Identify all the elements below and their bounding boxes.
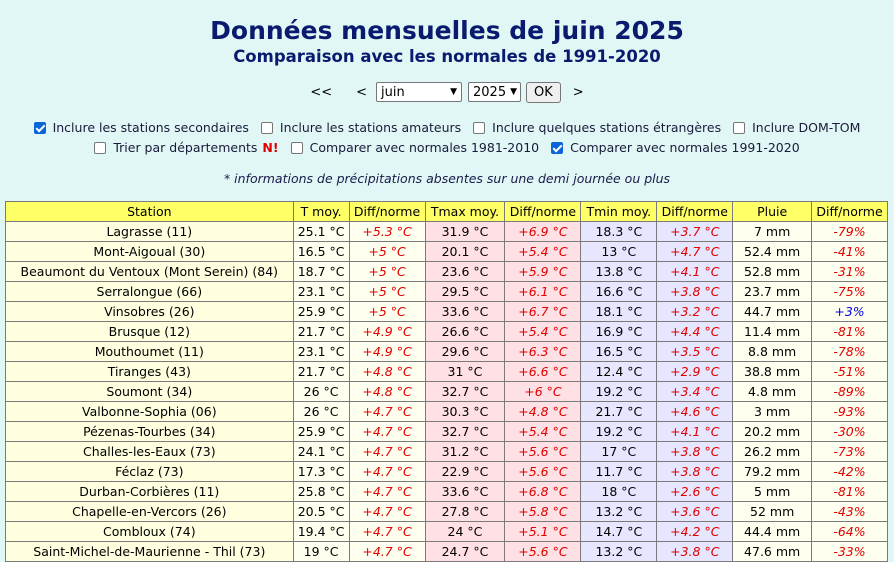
tmin-value: 16.6 °C [581,282,657,302]
checkbox-secondary[interactable] [34,122,46,134]
tmax-diff: +5.8 °C [505,502,581,522]
tmax-diff: +6.9 °C [505,222,581,242]
rain-value: 52.4 mm [733,242,812,262]
tmax-value: 24 °C [425,522,505,542]
tmax-diff: +6 °C [505,382,581,402]
month-select-value: juin [381,84,405,100]
tmoy-value: 23.1 °C [293,282,349,302]
tmoy-value: 26 °C [293,382,349,402]
tmoy-diff: +5 °C [349,302,425,322]
option-domtom[interactable] [733,120,860,135]
option-normals-1991[interactable] [551,140,800,155]
table-row [6,482,888,502]
rain-value: 11.4 mm [733,322,812,342]
tmax-value: 29.5 °C [425,282,505,302]
tmin-diff: +3.6 °C [657,502,733,522]
tmax-value: 26.6 °C [425,322,505,342]
tmax-diff: +5.9 °C [505,262,581,282]
table-row [6,342,888,362]
tmoy-value: 26 °C [293,402,349,422]
rain-value: 47.6 mm [733,542,812,562]
tmax-diff: +5.6 °C [505,462,581,482]
tmoy-diff: +4.7 °C [349,522,425,542]
station-name: Beaumont du Ventoux (Mont Serein) (84) [6,262,294,282]
tmoy-value: 19.4 °C [293,522,349,542]
tmax-diff: +5.4 °C [505,322,581,342]
column-header: Diff/norme [349,202,425,222]
option-secondary[interactable] [34,120,249,135]
column-header: Diff/norme [657,202,733,222]
table-header-row [6,202,888,222]
tmin-value: 12.4 °C [581,362,657,382]
rain-value: 5 mm [733,482,812,502]
column-header: T moy. [293,202,349,222]
tmax-value: 22.9 °C [425,462,505,482]
tmoy-value: 18.7 °C [293,262,349,282]
rain-diff: -93% [812,402,888,422]
tmin-value: 11.7 °C [581,462,657,482]
tmin-value: 13 °C [581,242,657,262]
tmax-value: 31.2 °C [425,442,505,462]
prev-year-link[interactable]: << [310,84,333,100]
option-sort-dept-label: Trier par départements [113,140,258,155]
checkbox-foreign[interactable] [473,122,485,134]
tmax-value: 32.7 °C [425,382,505,402]
table-row [6,322,888,342]
rain-value: 26.2 mm [733,442,812,462]
month-navigation [0,81,894,103]
rain-value: 38.8 mm [733,362,812,382]
station-name: Féclaz (73) [6,462,294,482]
tmoy-diff: +5 °C [349,242,425,262]
column-header: Tmax moy. [425,202,505,222]
table-row [6,522,888,542]
table-row [6,282,888,302]
checkbox-amateur[interactable] [261,122,273,134]
checkbox-domtom[interactable] [733,122,745,134]
tmin-value: 18.3 °C [581,222,657,242]
tmax-diff: +5.1 °C [505,522,581,542]
tmoy-value: 25.9 °C [293,422,349,442]
tmin-diff: +2.9 °C [657,362,733,382]
tmoy-value: 21.7 °C [293,362,349,382]
tmin-diff: +3.2 °C [657,302,733,322]
tmin-diff: +3.4 °C [657,382,733,402]
tmin-diff: +4.1 °C [657,422,733,442]
tmax-diff: +6.1 °C [505,282,581,302]
tmin-diff: +3.5 °C [657,342,733,362]
checkbox-sort-dept[interactable] [94,142,106,154]
tmin-value: 13.8 °C [581,262,657,282]
table-row [6,502,888,522]
tmin-diff: +3.8 °C [657,542,733,562]
rain-diff: +3% [812,302,888,322]
rain-value: 20.2 mm [733,422,812,442]
tmoy-diff: +4.7 °C [349,462,425,482]
tmin-diff: +4.7 °C [657,242,733,262]
tmin-value: 19.2 °C [581,382,657,402]
station-name: Tiranges (43) [6,362,294,382]
rain-diff: -64% [812,522,888,542]
tmoy-value: 25.8 °C [293,482,349,502]
rain-diff: -33% [812,542,888,562]
station-name: Saint-Michel-de-Maurienne - Thil (73) [6,542,294,562]
rain-diff: -42% [812,462,888,482]
options-row-2 [0,140,894,155]
page-subtitle: Comparaison avec les normales de 1991-2020 [233,47,661,66]
table-row [6,442,888,462]
rain-diff: -79% [812,222,888,242]
rain-diff: -81% [812,322,888,342]
tmoy-diff: +4.8 °C [349,382,425,402]
tmin-value: 18.1 °C [581,302,657,322]
tmoy-diff: +4.9 °C [349,342,425,362]
tmax-diff: +6.7 °C [505,302,581,322]
rain-value: 52 mm [733,502,812,522]
tmax-value: 30.3 °C [425,402,505,422]
column-header: Tmin moy. [581,202,657,222]
station-name: Mont-Aigoual (30) [6,242,294,262]
station-name: Durban-Corbières (11) [6,482,294,502]
tmoy-diff: +4.7 °C [349,502,425,522]
option-domtom-label: Inclure DOM-TOM [752,120,861,135]
tmin-diff: +4.1 °C [657,262,733,282]
tmoy-diff: +4.7 °C [349,442,425,462]
checkbox-normals-1991[interactable] [551,142,563,154]
station-name: Soumont (34) [6,382,294,402]
option-normals-1991-label: Comparer avec normales 1991-2020 [570,140,800,155]
tmin-diff: +3.8 °C [657,462,733,482]
column-header: Pluie [733,202,812,222]
tmoy-value: 25.9 °C [293,302,349,322]
tmax-value: 20.1 °C [425,242,505,262]
tmoy-value: 16.5 °C [293,242,349,262]
prev-month-link[interactable]: < [356,84,368,100]
tmoy-diff: +4.7 °C [349,422,425,442]
year-select-value: 2025 [473,84,507,100]
tmin-value: 13.2 °C [581,542,657,562]
tmax-value: 31 °C [425,362,505,382]
precipitation-note: * informations de précipitations absentes sur une demi journée ou plus [223,171,671,186]
table-row [6,382,888,402]
table-row [6,422,888,442]
tmax-diff: +6.3 °C [505,342,581,362]
table-row [6,242,888,262]
tmax-diff: +6.8 °C [505,482,581,502]
column-header: Station [6,202,294,222]
table-row [6,402,888,422]
tmax-diff: +5.4 °C [505,422,581,442]
tmax-value: 31.9 °C [425,222,505,242]
rain-diff: -43% [812,502,888,522]
year-select[interactable] [468,82,521,102]
station-name: Brusque (12) [6,322,294,342]
option-normals-1981-label: Comparer avec normales 1981-2010 [309,140,540,155]
tmax-diff: +5.6 °C [505,542,581,562]
tmin-value: 21.7 °C [581,402,657,422]
rain-diff: -89% [812,382,888,402]
tmoy-value: 24.1 °C [293,442,349,462]
tmin-value: 18 °C [581,482,657,502]
tmin-diff: +4.6 °C [657,402,733,422]
chevron-down-icon: ▼ [450,87,458,97]
rain-value: 44.4 mm [733,522,812,542]
ok-button[interactable]: OK [526,82,561,103]
tmin-value: 17 °C [581,442,657,462]
table-row [6,362,888,382]
new-badge: N! [262,140,279,155]
tmoy-value: 25.1 °C [293,222,349,242]
table-row [6,222,888,242]
tmoy-value: 17.3 °C [293,462,349,482]
tmax-value: 24.7 °C [425,542,505,562]
tmax-value: 29.6 °C [425,342,505,362]
rain-diff: -30% [812,422,888,442]
rain-value: 52.8 mm [733,262,812,282]
tmax-value: 32.7 °C [425,422,505,442]
table-row [6,542,888,562]
option-amateur-label: Inclure les stations amateurs [279,120,462,135]
rain-value: 7 mm [733,222,812,242]
tmax-diff: +6.6 °C [505,362,581,382]
rain-diff: -51% [812,362,888,382]
rain-diff: -75% [812,282,888,302]
table-row [6,462,888,482]
tmin-diff: +4.2 °C [657,522,733,542]
options-row-1 [0,120,894,135]
tmin-diff: +3.7 °C [657,222,733,242]
station-name: Lagrasse (11) [6,222,294,242]
tmoy-diff: +5.3 °C [349,222,425,242]
tmin-diff: +3.8 °C [657,282,733,302]
page-title: Données mensuelles de juin 2025 [210,16,684,45]
tmin-value: 16.5 °C [581,342,657,362]
tmax-diff: +4.8 °C [505,402,581,422]
rain-value: 8.8 mm [733,342,812,362]
table-body [6,222,888,562]
tmin-diff: +2.6 °C [657,482,733,502]
rain-value: 4.8 mm [733,382,812,402]
station-name: Chapelle-en-Vercors (26) [6,502,294,522]
tmax-value: 33.6 °C [425,302,505,322]
chevron-down-icon: ▼ [510,87,518,97]
rain-diff: -81% [812,482,888,502]
rain-diff: -41% [812,242,888,262]
station-name: Valbonne-Sophia (06) [6,402,294,422]
tmin-diff: +3.8 °C [657,442,733,462]
rain-value: 3 mm [733,402,812,422]
option-sort-dept[interactable] [94,140,278,155]
rain-diff: -31% [812,262,888,282]
rain-value: 79.2 mm [733,462,812,482]
option-secondary-label: Inclure les stations secondaires [52,120,249,135]
table-row [6,302,888,322]
option-foreign-label: Inclure quelques stations étrangères [492,120,722,135]
tmoy-diff: +4.7 °C [349,402,425,422]
tmoy-diff: +4.9 °C [349,322,425,342]
tmax-diff: +5.4 °C [505,242,581,262]
tmoy-value: 20.5 °C [293,502,349,522]
next-month-link[interactable]: > [572,84,584,100]
tmoy-value: 21.7 °C [293,322,349,342]
tmin-value: 19.2 °C [581,422,657,442]
rain-diff: -78% [812,342,888,362]
column-header: Diff/norme [505,202,581,222]
tmoy-value: 23.1 °C [293,342,349,362]
column-header: Diff/norme [812,202,888,222]
station-name: Combloux (74) [6,522,294,542]
tmax-value: 23.6 °C [425,262,505,282]
tmoy-diff: +4.7 °C [349,482,425,502]
option-normals-1981[interactable] [291,140,540,155]
tmin-value: 13.2 °C [581,502,657,522]
tmoy-value: 19 °C [293,542,349,562]
rain-value: 23.7 mm [733,282,812,302]
station-name: Pézenas-Tourbes (34) [6,422,294,442]
rain-value: 44.7 mm [733,302,812,322]
tmin-value: 14.7 °C [581,522,657,542]
table-row [6,262,888,282]
tmin-value: 16.9 °C [581,322,657,342]
option-amateur[interactable] [261,120,461,135]
tmax-value: 27.8 °C [425,502,505,522]
station-table [5,201,888,562]
station-name: Vinsobres (26) [6,302,294,322]
tmoy-diff: +4.8 °C [349,362,425,382]
tmoy-diff: +5 °C [349,262,425,282]
checkbox-normals-1981[interactable] [291,142,303,154]
tmax-value: 33.6 °C [425,482,505,502]
station-name: Mouthoumet (11) [6,342,294,362]
rain-diff: -73% [812,442,888,462]
tmax-diff: +5.6 °C [505,442,581,462]
month-select[interactable] [376,82,462,102]
option-foreign[interactable] [473,120,721,135]
tmin-diff: +4.4 °C [657,322,733,342]
tmoy-diff: +4.7 °C [349,542,425,562]
station-name: Serralongue (66) [6,282,294,302]
tmoy-diff: +5 °C [349,282,425,302]
station-name: Challes-les-Eaux (73) [6,442,294,462]
